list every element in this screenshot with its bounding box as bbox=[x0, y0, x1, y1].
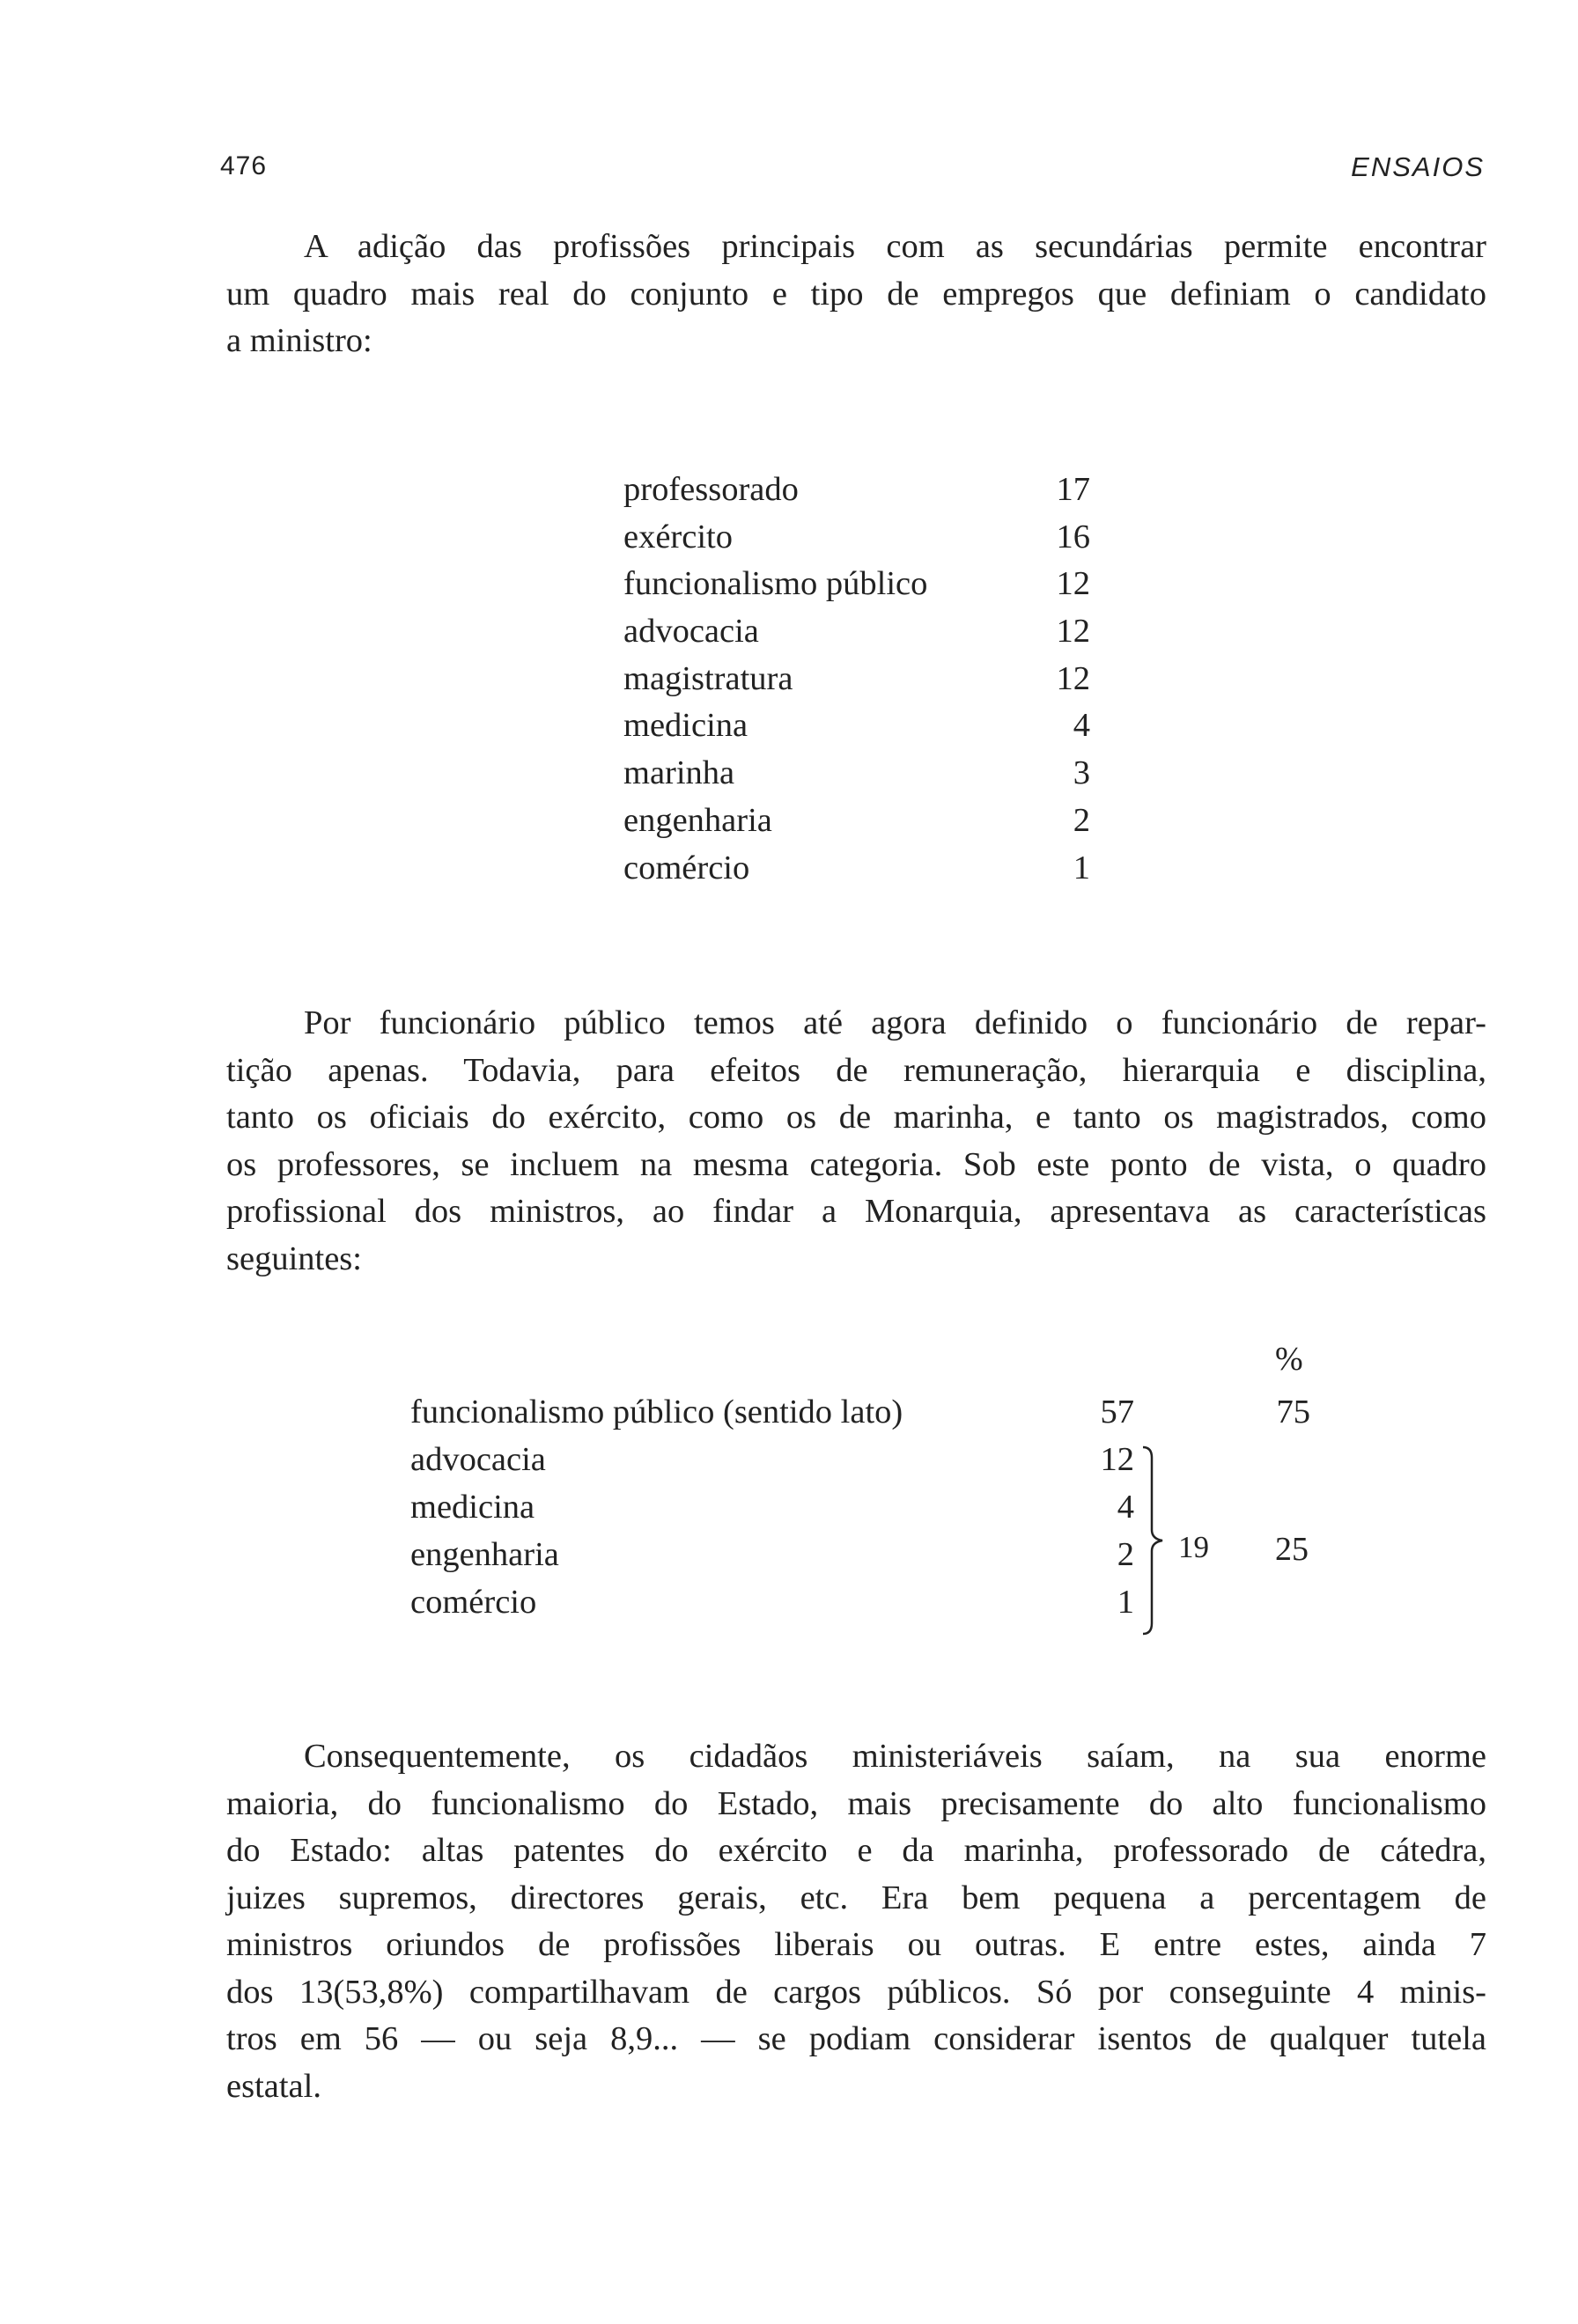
row-value: 12 bbox=[1056, 565, 1090, 603]
paragraph-line: do Estado: altas patentes do exército e da marinha, professorado de cátedra, bbox=[226, 1832, 1486, 1869]
row-value: 2 bbox=[1117, 1536, 1134, 1573]
row-value: 1 bbox=[1073, 849, 1090, 886]
paragraph-line: tição apenas. Todavia, para efeitos de remuneração, hierarquia e disciplina, bbox=[226, 1051, 1486, 1089]
paragraph-line: os professores, se incluem na mesma categoria. Sob este ponto de vista, o quadro bbox=[226, 1145, 1486, 1183]
row-label: engenharia bbox=[410, 1536, 559, 1573]
table-row bbox=[410, 1578, 1335, 1626]
paragraph-public-servants bbox=[226, 1000, 1486, 1283]
row-label: marinha bbox=[623, 754, 735, 792]
row-label: exército bbox=[623, 518, 733, 555]
row-label: medicina bbox=[623, 707, 748, 745]
row-label: advocacia bbox=[410, 1441, 546, 1478]
paragraph-line: Consequentemente, os cidadãos ministeriáveis saíam, na sua enorme bbox=[304, 1738, 1486, 1775]
table-row bbox=[623, 798, 1099, 845]
row-value: 57 bbox=[1100, 1394, 1134, 1430]
row-value: 4 bbox=[1117, 1489, 1134, 1526]
paragraph-line: estatal. bbox=[226, 2067, 321, 2105]
paragraph-intro bbox=[226, 224, 1486, 365]
right-brace-icon bbox=[1139, 1444, 1175, 1637]
paragraph-line: um quadro mais real do conjunto e tipo de empregos que definiam o candidato bbox=[226, 275, 1486, 313]
row-value: 1 bbox=[1117, 1584, 1134, 1621]
paragraph-line: A adição das profissões principais com as secundárias permite encontrar bbox=[304, 228, 1486, 265]
paragraph-line: dos 13(53,8%) compartilhavam de cargos públicos. Só por conseguinte 4 minis- bbox=[226, 1973, 1486, 2011]
row-label: comércio bbox=[410, 1584, 537, 1621]
row-label: advocacia bbox=[623, 613, 759, 651]
professions-table bbox=[623, 467, 1099, 892]
grouped-professions-table bbox=[410, 1388, 1335, 1626]
table-row bbox=[410, 1483, 1335, 1531]
row-label: medicina bbox=[410, 1489, 535, 1526]
table-row bbox=[623, 656, 1099, 703]
paragraph-line: seguintes: bbox=[226, 1239, 362, 1277]
table-row bbox=[410, 1436, 1335, 1483]
paragraph-line: juizes supremos, directores gerais, etc. Era bem pequena a percentagem de bbox=[226, 1879, 1486, 1916]
group-sum: 19 bbox=[1178, 1530, 1209, 1564]
row-value: 2 bbox=[1073, 801, 1090, 839]
table-row bbox=[623, 561, 1099, 608]
row-label: funcionalismo público bbox=[623, 565, 928, 603]
table-row bbox=[623, 845, 1099, 893]
paragraph-line: Por funcionário público temos até agora definido o funcionário de repar- bbox=[304, 1004, 1486, 1041]
row-label: magistratura bbox=[623, 659, 793, 697]
running-title: ENSAIOS bbox=[1351, 151, 1485, 182]
paragraph-line: profissional dos ministros, ao findar a Monarquia, apresentava as características bbox=[226, 1193, 1486, 1230]
table-row bbox=[623, 750, 1099, 798]
row-value: 12 bbox=[1100, 1441, 1134, 1478]
row-value: 3 bbox=[1073, 754, 1090, 792]
row-value: 12 bbox=[1056, 659, 1090, 697]
row-label: professorado bbox=[623, 471, 799, 508]
paragraph-line: ministros oriundos de profissões liberais ou outras. E entre estes, ainda 7 bbox=[226, 1926, 1486, 1963]
percent-column-header: % bbox=[1275, 1341, 1303, 1378]
paragraph-line: a ministro: bbox=[226, 322, 372, 359]
page-number: 476 bbox=[220, 151, 268, 180]
row-label: comércio bbox=[623, 849, 750, 886]
row-label: funcionalismo público (sentido lato) bbox=[410, 1394, 903, 1430]
row-percent: 75 bbox=[1276, 1394, 1310, 1430]
row-value: 12 bbox=[1056, 613, 1090, 651]
table-row bbox=[623, 608, 1099, 656]
table-row bbox=[623, 467, 1099, 514]
table-row bbox=[623, 702, 1099, 750]
row-label: engenharia bbox=[623, 801, 772, 839]
paragraph-conclusion bbox=[226, 1733, 1486, 2110]
paragraph-line: tanto os oficiais do exército, como os de marinha, e tanto os magistrados, como bbox=[226, 1099, 1486, 1136]
row-value: 16 bbox=[1056, 518, 1090, 555]
paragraph-line: tros em 56 — ou seja 8,9... — se podiam considerar isentos de qualquer tutela bbox=[226, 2020, 1486, 2057]
row-value: 17 bbox=[1056, 471, 1090, 508]
group-percent: 25 bbox=[1275, 1531, 1309, 1568]
row-value: 4 bbox=[1073, 707, 1090, 745]
table-row bbox=[410, 1388, 1335, 1436]
table-row bbox=[623, 514, 1099, 562]
paragraph-line: maioria, do funcionalismo do Estado, mais precisamente do alto funcionalismo bbox=[226, 1784, 1486, 1822]
